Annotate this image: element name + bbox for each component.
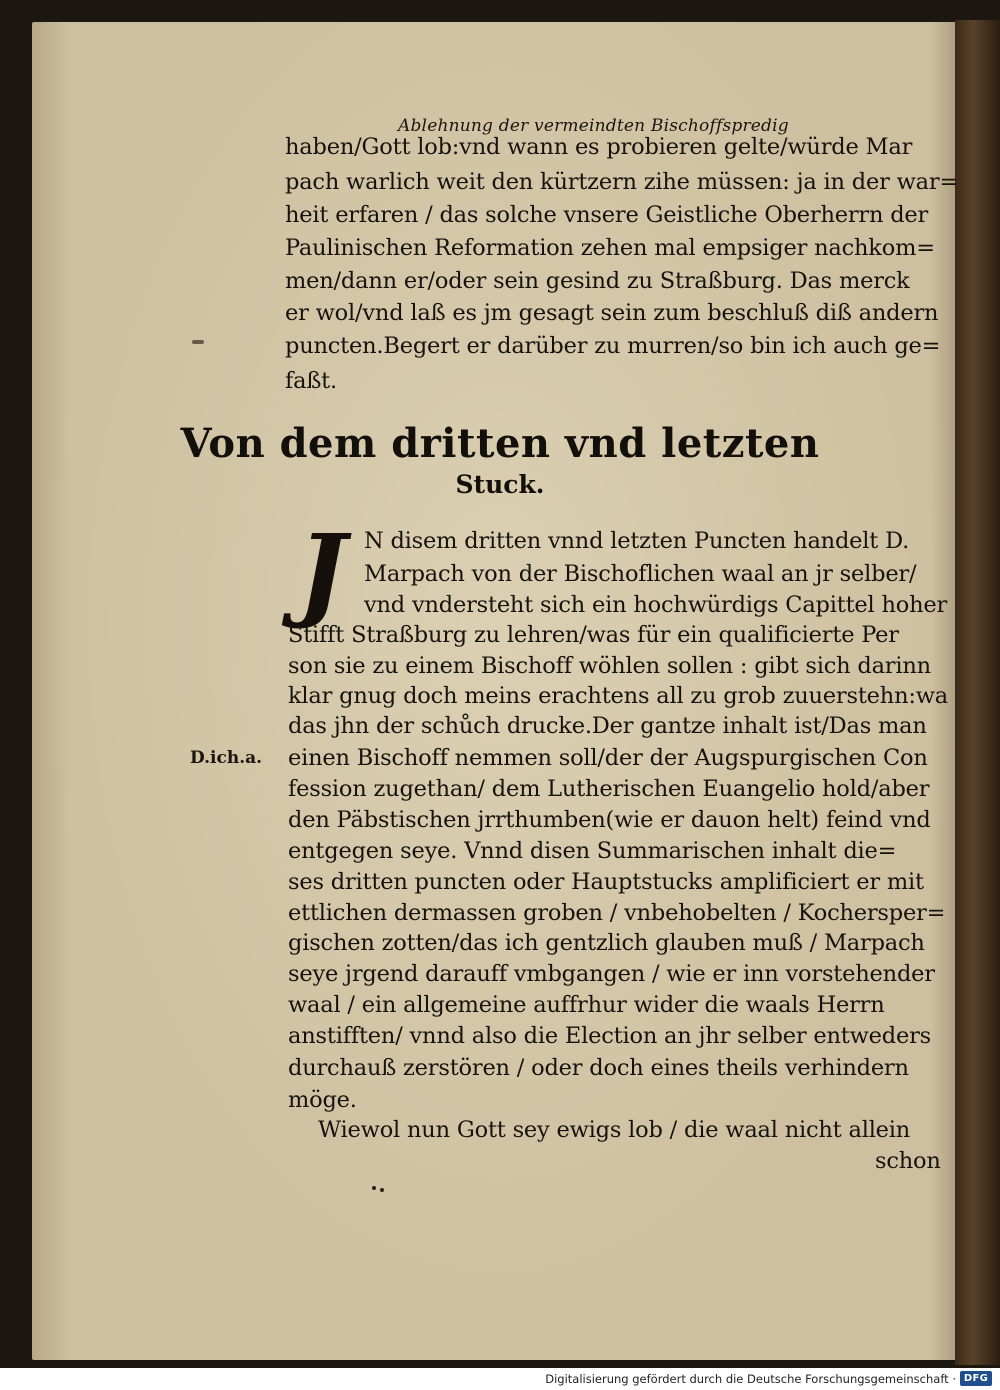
section-subheading: Stuck. (455, 470, 545, 499)
text-line: seye jrgend darauff vmbgangen / wie er inn vorstehender (288, 961, 935, 987)
text-line: pach warlich weit den kürtzern zihe müssen: ja in der war= (285, 169, 959, 195)
text-line: anstifften/ vnnd also die Election an jhr selber entweders (288, 1023, 932, 1049)
decorated-initial: J (297, 512, 347, 632)
margin-ink-mark (192, 340, 204, 344)
text-line: waal / ein allgemeine auffrhur wider die waals Herrn (288, 992, 885, 1018)
book-binding-edge (955, 20, 1000, 1365)
text-line: Paulinischen Reformation zehen mal empsiger nachkom= (285, 235, 935, 261)
funding-credit: Digitalisierung gefördert durch die Deutsche Forschungsgemeinschaft · (545, 1372, 956, 1386)
text-line: faßt. (285, 368, 337, 394)
text-line: vnd vndersteht sich ein hochwürdigs Capittel hoher (364, 592, 948, 618)
text-line: gischen zotten/das ich gentzlich glauben muß / Marpach (288, 930, 925, 956)
text-line: son sie zu einem Bischoff wöhlen sollen : gibt sich darinn (288, 653, 931, 679)
text-line: klar gnug doch meins erachtens all zu grob zuuerstehn:wa (288, 683, 949, 709)
text-line: entgegen seye. Vnnd disen Summarischen inhalt die= (288, 838, 897, 864)
text-line: durchauß zerstören / oder doch eines theils verhindern (288, 1055, 909, 1081)
text-line: ettlichen dermassen groben / vnbehobelten / Kochersper= (288, 900, 946, 926)
text-line: Stifft Straßburg zu lehren/was für ein qualificierte Per (288, 622, 899, 648)
text-line: das jhn der schůch drucke.Der gantze inhalt ist/Das man (288, 713, 927, 739)
ink-speck (372, 1186, 376, 1190)
text-line: den Päbstischen jrrthumben(wie er dauon helt) feind vnd (288, 807, 931, 833)
text-line: men/dann er/oder sein gesind zu Straßburg. Das merck (285, 268, 910, 294)
text-line: heit erfaren / das solche vnsere Geistliche Oberherrn der (285, 202, 929, 228)
dfg-logo: DFG (960, 1371, 992, 1386)
text-line: haben/Gott lob:vnd wann es probieren gelte/würde Mar (285, 134, 913, 160)
section-heading: Von dem dritten vnd letzten (180, 420, 820, 467)
text-line: Wiewol nun Gott sey ewigs lob / die waal nicht allein (318, 1117, 911, 1143)
text-line: er wol/vnd laß es jm gesagt sein zum beschluß diß andern (285, 300, 939, 326)
text-line: einen Bischoff nemmen soll/der der Augspurgischen Con (288, 745, 928, 771)
ink-speck (380, 1188, 384, 1192)
text-line: ses dritten puncten oder Hauptstucks amplificiert er mit (288, 869, 924, 895)
running-head: Ablehnung der vermeindten Bischoffspredig (398, 116, 789, 136)
text-line: Marpach von der Bischoflichen waal an jr selber/ (364, 561, 917, 587)
digitization-footer (0, 1368, 1000, 1390)
text-line: puncten.Begert er darüber zu murren/so bin ich auch ge= (285, 333, 941, 359)
marginal-note: D.ich.a. (190, 748, 263, 768)
text-line: fession zugethan/ dem Lutherischen Euangelio hold/aber (288, 776, 930, 802)
catchword: schon (875, 1148, 941, 1174)
text-line: N disem dritten vnnd letzten Puncten handelt D. (364, 528, 910, 554)
text-line: möge. (288, 1087, 357, 1113)
